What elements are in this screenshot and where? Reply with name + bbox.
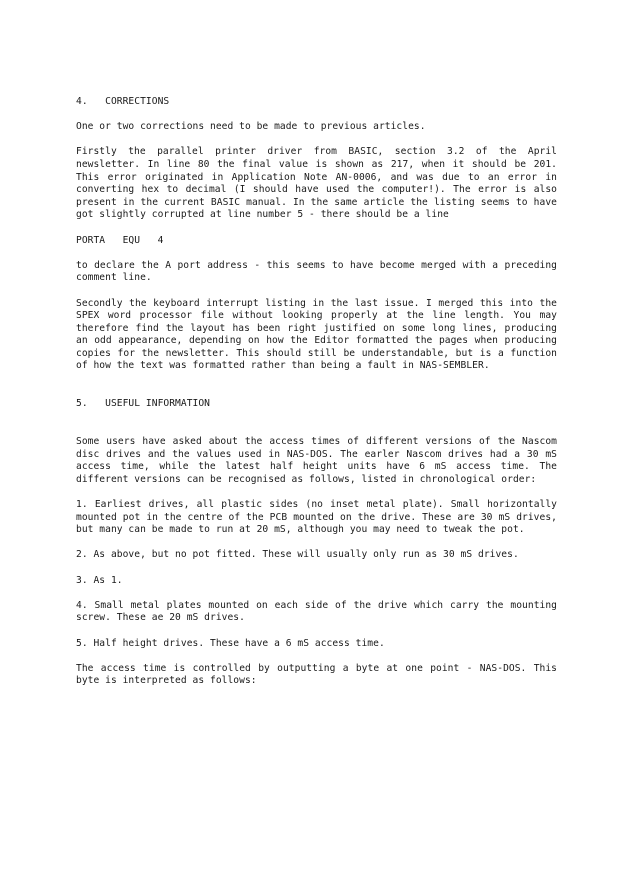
section-heading-useful-information: 5. USEFUL INFORMATION <box>76 398 210 410</box>
list-item: 2. As above, but no pot fitted. These will usually only run as 30 mS drives. <box>76 549 519 561</box>
paragraph: Some users have asked about the access times of different versions of the Nascom disc drives and the values used in NAS-DOS. The earler Nascom drives had a 30 mS access time, while the latest half height units have 6 mS access time. The different versions can be recognised as follows, listed in chronological order: <box>76 436 557 485</box>
paragraph: One or two corrections need to be made to previous articles. <box>76 121 426 133</box>
paragraph: The access time is controlled by outputting a byte at one point - NAS-DOS. This byte is interpreted as follows: <box>76 662 557 687</box>
list-item: 4. Small metal plates mounted on each side of the drive which carry the mounting screw. These ae 20 mS drives. <box>76 599 557 624</box>
list-item: 3. As 1. <box>76 574 123 586</box>
list-item: 5. Half height drives. These have a 6 mS access time. <box>76 637 385 649</box>
document-page <box>76 96 557 701</box>
paragraph: Secondly the keyboard interrupt listing in the last issue. I merged this into the SPEX word processor file without looking properly at the line length. You may therefore find the layout has been right justified on some long lines, producing an odd appearance, depending on how the Editor formatted the pages when producing copies for the newsletter. This should still be understandable, but is a function of how the text was formatted rather than being a fault in NAS-SEMBLER. <box>76 297 557 372</box>
section-heading-corrections: 4. CORRECTIONS <box>76 96 170 107</box>
code-line: PORTA EQU 4 <box>76 234 164 246</box>
paragraph: Firstly the parallel printer driver from BASIC, section 3.2 of the April newsletter. In line 80 the final value is shown as 217, when it should be 201. This error originated in Application Note AN-0006, and was due to an error in converting hex to decimal (I should have used the computer!). The error is also present in the current BASIC manual. In the same article the listing seems to have got slightly corrupted at line number 5 - there should be a line <box>76 146 557 221</box>
spacer <box>76 423 557 436</box>
list-item: 1. Earliest drives, all plastic sides (no inset metal plate). Small horizontally mounted pot in the centre of the PCB mounted on the drive. These are 30 mS drives, but many can be made to run at 20 mS, although you may need to tweak the pot. <box>76 499 557 536</box>
spacer <box>76 386 557 399</box>
paragraph: to declare the A port address - this seems to have become merged with a preceding comment line. <box>76 259 557 284</box>
